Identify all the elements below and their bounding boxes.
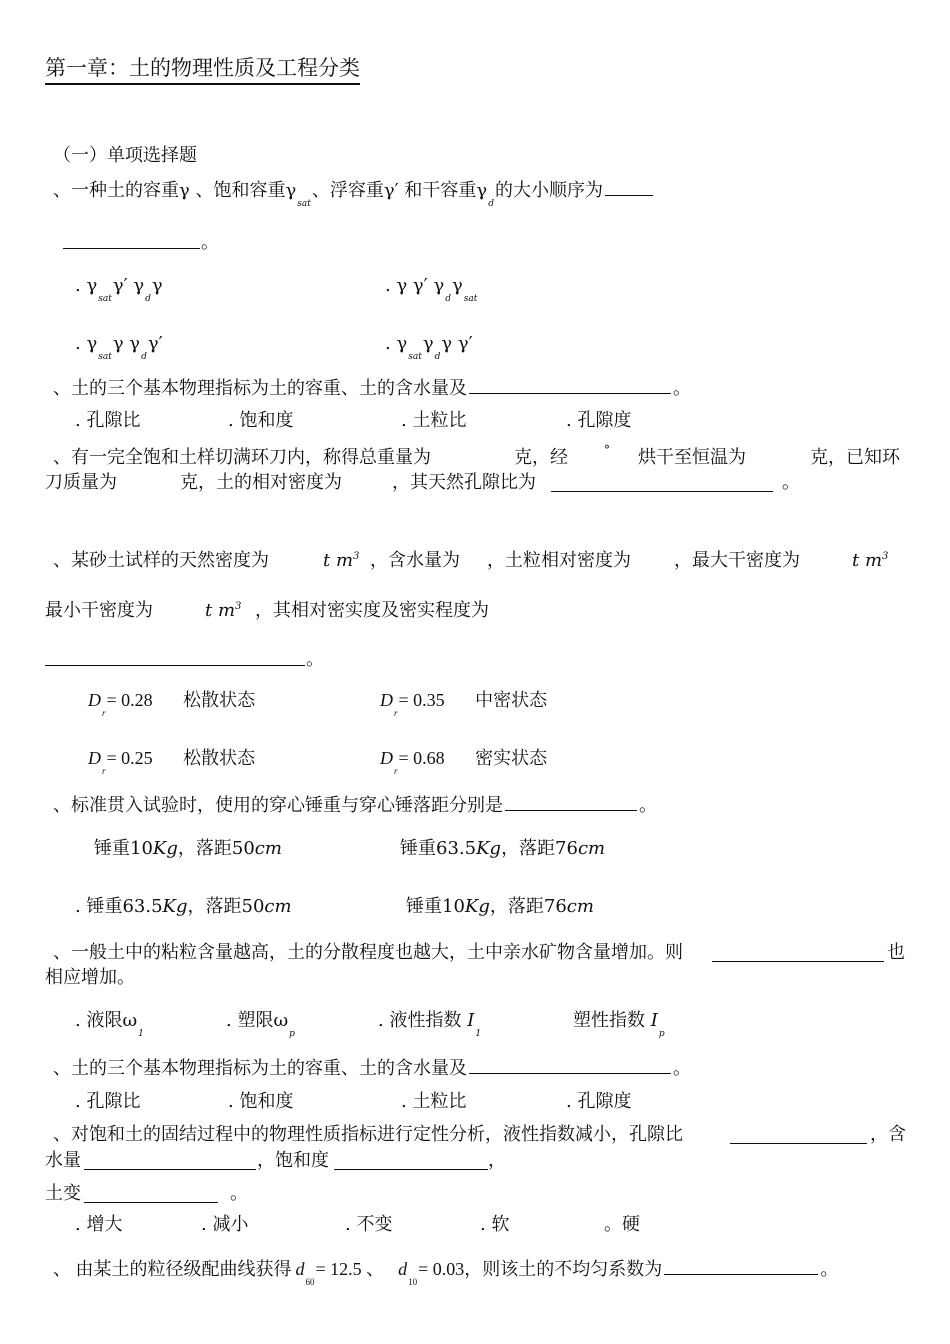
section-heading: （一）单项选择题 <box>53 145 197 166</box>
option-a: . 液限$\omega_1$ <box>75 1010 144 1039</box>
question-4-text: ，最大干密度为 <box>674 550 800 571</box>
question-2: 、土的三个基本物理指标为土的容重、土的含水量及 。 <box>53 378 691 399</box>
option-c: . 土粒比 <box>401 1091 467 1112</box>
option-c: . 不变 <box>345 1214 393 1235</box>
question-8-line-1: 、对饱和土的固结过程中的物理性质指标进行定性分析，液性指数减小，孔隙比 <box>53 1124 683 1145</box>
option-d: . 孔隙度 <box>566 410 632 431</box>
question-3-line-1: 、有一完全饱和土样切满环刀内，称得总重量为 <box>53 447 431 468</box>
option-d: . $\gamma_{sat}\gamma_d\gamma$ γ′ <box>385 333 473 362</box>
question-4-text: ，其相对密实度及密实程度为 <box>255 600 489 621</box>
option-a: . $\gamma_{sat}\gamma'$ $\gamma_d\gamma$ <box>75 275 163 304</box>
option-d: $D_r= 0.68$ 密实状态 <box>380 748 548 776</box>
option-a: . 孔隙比 <box>75 1091 141 1112</box>
option-a: . 增大 <box>75 1214 123 1235</box>
question-8-line-3: 土变 <box>45 1183 81 1204</box>
unit: t $m^3$ <box>323 550 360 571</box>
question-1: 、一种土的容重γ 、饱和容重$\gamma_{sat}$、浮容重γ′ 和干容重$\gamma_d$的大小顺序为 <box>53 182 655 200</box>
question-8-text: ， <box>488 1150 506 1171</box>
question-3-line-2: 刀质量为 <box>45 472 117 493</box>
option-d: 塑性指数 $I_p$ <box>573 1010 665 1039</box>
option-b: . 塑限$\omega_p$ <box>226 1010 295 1039</box>
option-d: . 软 <box>480 1214 510 1235</box>
question-3-text: 克，经 <box>514 447 568 468</box>
option-b: 锤重63.5Kg，落距76cm <box>400 838 606 859</box>
page-title: 第一章：土的物理性质及工程分类 <box>45 58 360 85</box>
answer-blank[interactable] <box>84 1202 218 1203</box>
option-b: . γ γ′ $\gamma_d\gamma_{sat}$ <box>385 275 478 304</box>
degree-symbol: ° <box>604 443 610 457</box>
option-a: . 孔隙比 <box>75 410 141 431</box>
option-c: . 液性指数 $I_1$ <box>378 1010 482 1039</box>
option-e: 。硬 <box>604 1214 640 1235</box>
period: 。 <box>201 232 219 253</box>
answer-blank[interactable] <box>664 1273 818 1275</box>
answer-blank[interactable] <box>469 1072 671 1074</box>
option-a: $D_r= 0.28$ 松散状态 <box>88 690 256 718</box>
option-b: . 饱和度 <box>228 410 294 431</box>
answer-blank[interactable] <box>45 665 305 666</box>
period: 。 <box>306 649 324 670</box>
option-d: . 孔隙度 <box>566 1091 632 1112</box>
option-c: . $\gamma_{sat}\gamma$ $\gamma_d\gamma'$ <box>75 333 163 362</box>
question-3-text: 克，土的相对密度为 <box>180 472 342 493</box>
answer-blank[interactable] <box>334 1169 488 1170</box>
answer-blank[interactable] <box>712 961 884 962</box>
question-4-text: ，土粒相对密度为 <box>487 550 631 571</box>
option-d: 锤重10Kg，落距76cm <box>406 896 594 917</box>
answer-blank[interactable] <box>505 809 637 811</box>
option-a: 锤重10Kg，落距50cm <box>94 838 282 859</box>
answer-blank[interactable] <box>730 1143 867 1144</box>
option-c: $D_r= 0.25$ 松散状态 <box>88 748 256 776</box>
question-3-text: 克，已知环 <box>810 447 900 468</box>
unit: t $m^3$ <box>852 550 889 571</box>
option-c: . 土粒比 <box>401 410 467 431</box>
question-4-line-1: 、某砂土试样的天然密度为 <box>53 550 269 571</box>
question-5: 、标准贯入试验时，使用的穿心锤重与穿心锤落距分别是 。 <box>53 795 657 816</box>
question-8-tail: ，含 <box>870 1124 906 1145</box>
question-3-text: 烘干至恒温为 <box>638 447 746 468</box>
question-7: 、土的三个基本物理指标为土的容重、土的含水量及 。 <box>53 1058 691 1079</box>
answer-blank[interactable] <box>63 248 200 249</box>
period: 。 <box>230 1183 248 1204</box>
question-6-tail: 也 <box>887 942 905 963</box>
question-9: 、 由某土的粒径级配曲线获得 $d_{60}= 12.5$ 、 $d_{10}= 0.03$，则该土的不均匀系数为 。 <box>53 1259 839 1287</box>
question-8-line-2: 水量 <box>45 1150 81 1171</box>
period: 。 <box>782 472 800 493</box>
answer-blank[interactable] <box>469 392 671 394</box>
option-b: . 减小 <box>201 1214 249 1235</box>
question-6-line-2: 相应增加。 <box>45 967 135 988</box>
question-4-text: ，含水量为 <box>370 550 460 571</box>
question-8-text: ，饱和度 <box>257 1150 329 1171</box>
answer-blank[interactable] <box>84 1169 256 1170</box>
question-6-line-1: 、一般土中的粘粒含量越高，土的分散程度也越大，土中亲水矿物含量增加。则 <box>53 942 683 963</box>
unit: t $m^3$ <box>205 600 242 621</box>
question-3-text: ，其天然孔隙比为 <box>392 472 536 493</box>
option-b: $D_r= 0.35$ 中密状态 <box>380 690 548 718</box>
option-c: . 锤重63.5Kg，落距50cm <box>75 896 292 917</box>
answer-blank[interactable] <box>551 491 773 492</box>
question-4-line-2: 最小干密度为 <box>45 600 153 621</box>
option-b: . 饱和度 <box>228 1091 294 1112</box>
